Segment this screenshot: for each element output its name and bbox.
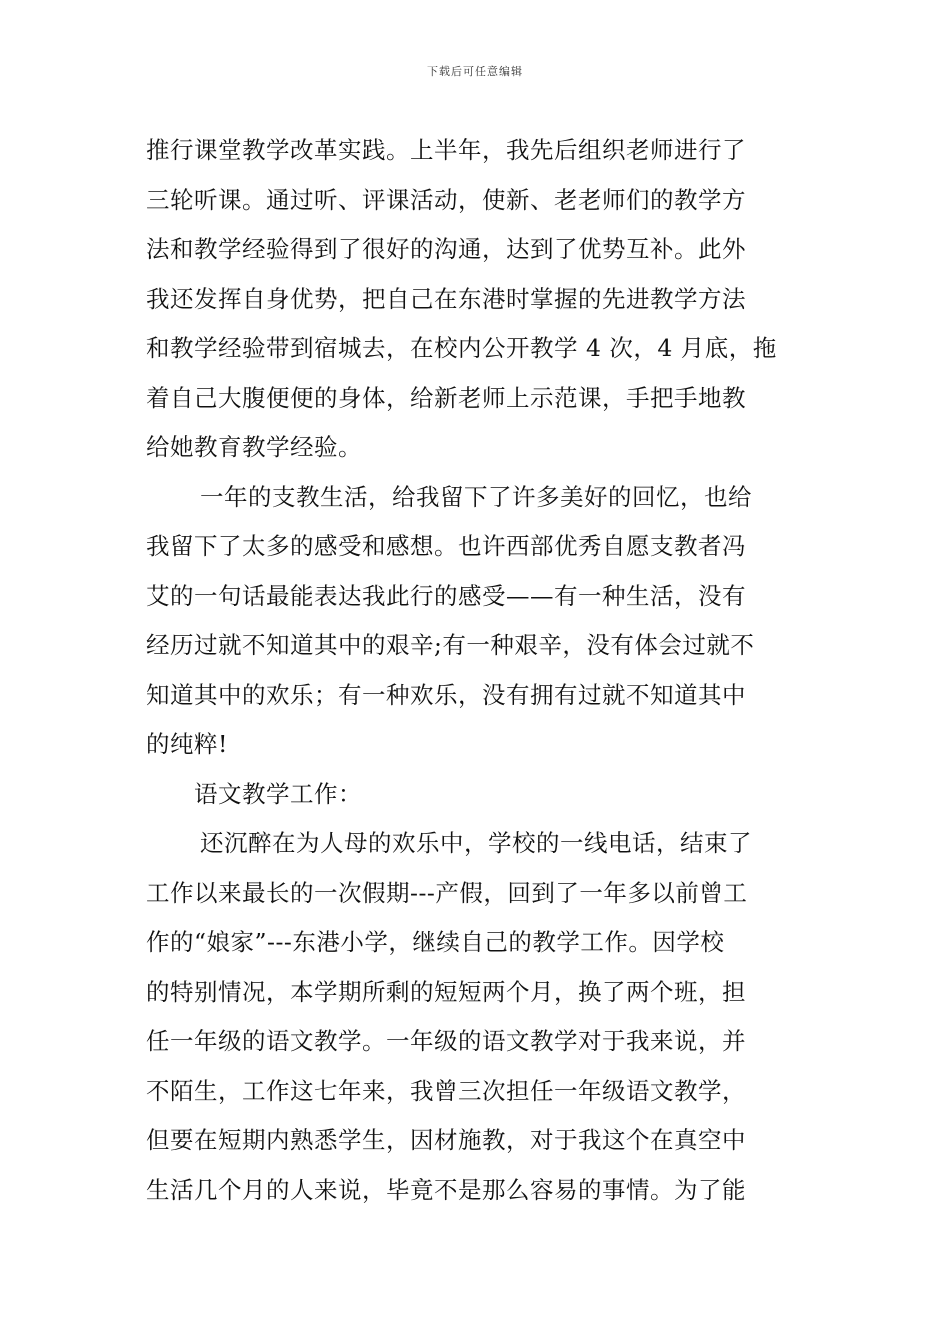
paragraph-3 bbox=[146, 819, 811, 1215]
text-line: 还沉醉在为人母的欢乐中，学校的一线电话，结束了 bbox=[200, 829, 752, 857]
text-line: 不陌生，工作这七年来，我曾三次担任一年级语文教学， bbox=[146, 1076, 746, 1105]
text-line: 我留下了太多的感受和感想。也许西部优秀自愿支教者冯 bbox=[146, 532, 746, 560]
text-line: 但要在短期内熟悉学生，因材施教，对于我这个在真空中 bbox=[146, 1126, 746, 1154]
text-line: 推行课堂教学改革实践。上半年，我先后组织老师进行了 bbox=[146, 136, 746, 164]
paragraph-1 bbox=[146, 126, 811, 473]
text-line: 工作以来最长的一次假期---产假，回到了一年多以前曾工 bbox=[146, 878, 748, 907]
paragraph-2 bbox=[146, 473, 811, 770]
text-line: 和教学经验带到宿城去，在校内公开教学 4 次，4 月底，拖 bbox=[146, 334, 777, 362]
text-line: 一年的支教生活，给我留下了许多美好的回忆，也给 bbox=[200, 482, 752, 511]
page-header-note: 下载后可任意编辑 bbox=[427, 65, 523, 78]
text-line: 任一年级的语文教学。一年级的语文教学对于我来说，并 bbox=[146, 1027, 746, 1055]
text-line: 艾的一句话最能表达我此行的感受——有一种生活，没有 bbox=[146, 581, 746, 610]
text-line: 生活几个月的人来说，毕竟不是那么容易的事情。为了能 bbox=[146, 1175, 746, 1204]
text-line: 的特别情况，本学期所剩的短短两个月，换了两个班，担 bbox=[146, 977, 746, 1006]
text-line: 法和教学经验得到了很好的沟通，达到了优势互补。此外 bbox=[146, 235, 746, 263]
text-line: 给她教育教学经验。 bbox=[146, 433, 362, 461]
text-line: 着自己大腹便便的身体，给新老师上示范课，手把手地教 bbox=[146, 383, 746, 412]
heading-text: 语文教学工作： bbox=[194, 779, 362, 808]
document-body bbox=[146, 126, 811, 1215]
text-line: 知道其中的欢乐；有一种欢乐，没有拥有过就不知道其中 bbox=[146, 680, 746, 709]
text-line: 经历过就不知道其中的艰辛;有一种艰辛，没有体会过就不 bbox=[146, 631, 755, 659]
text-line: 三轮听课。通过听、评课活动，使新、老老师们的教学方 bbox=[146, 185, 746, 214]
section-heading bbox=[146, 770, 811, 820]
text-line: 我还发挥自身优势，把自己在东港时掌握的先进教学方法 bbox=[146, 284, 746, 313]
text-line: 作的“娘家”---东港小学，继续自己的教学工作。因学校 bbox=[146, 928, 725, 956]
text-line: 的纯粹! bbox=[146, 730, 228, 758]
